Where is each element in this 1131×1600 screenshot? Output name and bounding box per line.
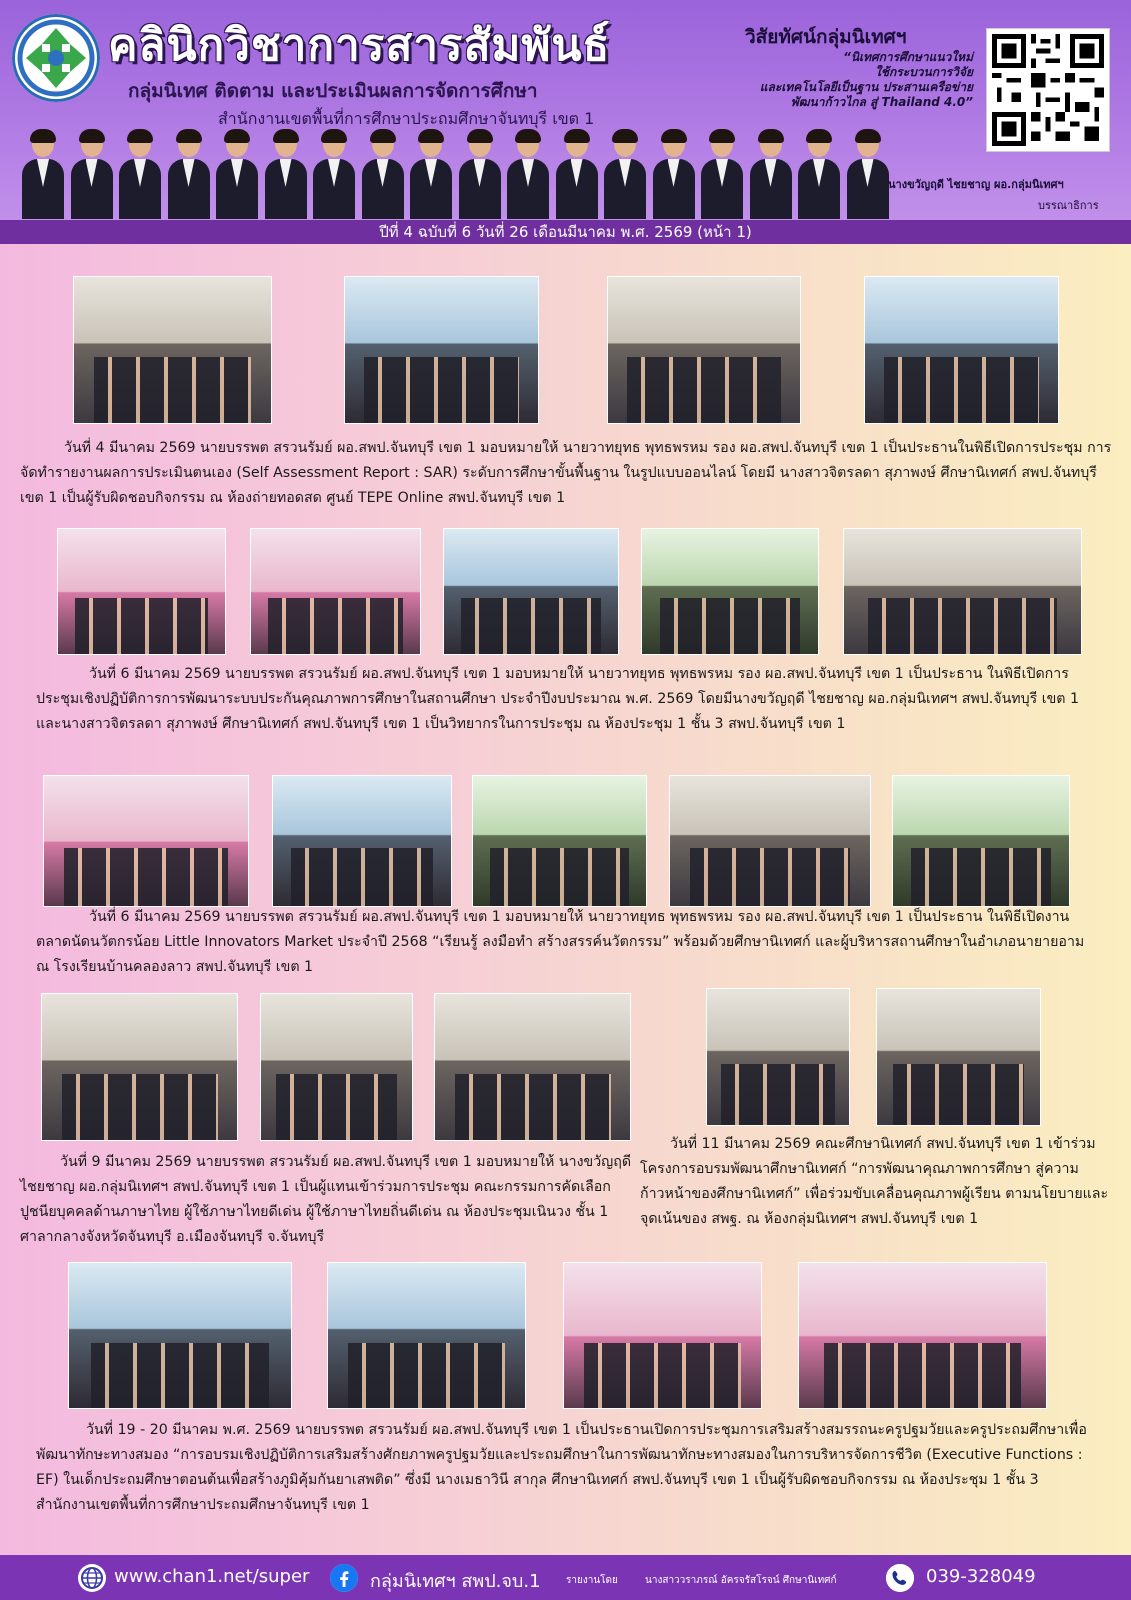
vision-heading: วิสัยทัศน์กลุ่มนิเทศฯ — [745, 26, 907, 48]
team-member — [602, 129, 648, 219]
header-banner — [0, 0, 1131, 220]
team-member — [311, 129, 357, 219]
team-member — [651, 129, 697, 219]
event-photo — [443, 528, 619, 655]
event-photo — [434, 993, 631, 1141]
news-caption-6: วันที่ 19 - 20 มีนาคม พ.ศ. 2569 นายบรรพต สรวนรัมย์ ผอ.สพป.จันทบุรี เขต 1 เป็นประธานเปิดการประชุมการเสริมสร้างสมรรถนะครูปฐมวัยและครูประถมศึกษาเพื่อพัฒนาทักษะทางสมอง “การอบรมเชิงปฏิบัติการเสริมสร้างศักยภาพครูปฐมวัยและประถมศึกษาในการพัฒนาทักษะทางสมองในการบริหารจัดการชีวิต (Executive Functions : EF) ในเด็กประถมศึกษาตอนต้นเพื่อสร้างภูมิคุ้มกันยาเสพติด” ซึ่งมี นางเมธาวินี สากุล ศึกษานิเทศก์ สพป.จันทบุรี เขต 1 เป็นผู้รับผิดชอบกิจกรรม ณ ห้องประชุม 1 ชั้น 3 สำนักงานเขตพื้นที่การศึกษาประถมศึกษาจันทบุรี เขต 1 — [36, 1422, 1087, 1513]
website-link[interactable]: www.chan1.net/super — [114, 1566, 310, 1587]
team-member — [166, 129, 212, 219]
event-photo — [798, 1262, 1047, 1409]
issue-info-bar: ปีที่ 4 ฉบับที่ 6 วันที่ 26 เดือนมีนาคม พ.ศ. 2569 (หน้า 1) — [0, 220, 1131, 244]
event-photo — [864, 276, 1059, 424]
team-member — [20, 129, 66, 219]
qr-code-icon[interactable] — [986, 28, 1110, 152]
event-photo — [68, 1262, 292, 1409]
team-member — [505, 129, 551, 219]
reporter-label: รายงานโดย — [566, 1575, 618, 1586]
event-photo — [272, 775, 452, 907]
event-photo — [260, 993, 413, 1141]
team-member — [408, 129, 454, 219]
event-photo — [843, 528, 1082, 655]
globe-icon — [78, 1564, 106, 1592]
event-photo — [876, 988, 1041, 1126]
news-caption-1: วันที่ 4 มีนาคม 2569 นายบรรพต สรวนรัมย์ ผอ.สพป.จันทบุรี เขต 1 มอบหมายให้ นายวาทยุทธ พุทธพรหม รอง ผอ.สพป.จันทบุรี เขต 1 เป็นประธานในพิธีเปิดการประชุม การจัดทำรายงานผลการประเมินตนเอง (Self Assessment Report : SAR) ระดับการศึกษาขั้นพื้นฐาน ในรูปแบบออนไลน์ โดยมี นางสาวจิตรลดา สุภาพงษ์ ศึกษานิเทศก์ สพป.จันทบุรี เขต 1 เป็นผู้รับผิดชอบกิจกรรม ณ ห้องถ่ายทอดสด ศูนย์ TEPE Online สพป.จันทบุรี เขต 1 — [20, 440, 1112, 506]
team-member — [699, 129, 745, 219]
event-photo — [892, 775, 1070, 907]
team-member — [214, 129, 260, 219]
news-caption-4: วันที่ 9 มีนาคม 2569 นายบรรพต สรวนรัมย์ ผอ.สพป.จันทบุรี เขต 1 มอบหมายให้ นางขวัญฤดี ไชยชาญ ผอ.กลุ่มนิเทศฯ สพป.จันทบุรี เขต 1 เป็นผู้แทนเข้าร่วมการประชุม คณะกรรมการคัดเลือกปูชนียบุคคลด้านภาษาไทย ผู้ใช้ภาษาไทยดีเด่น ผู้ใช้ภาษาไทยถิ่นดีเด่น ณ ห้องประชุมเนินวง ชั้น 1 ศาลากลางจังหวัดจันทบุรี อ.เมืองจันทบุรี จ.จันทบุรี — [20, 1154, 632, 1245]
team-member — [360, 129, 406, 219]
newsletter-title: คลินิกวิชาการสารสัมพันธ์ — [108, 20, 611, 71]
event-photo — [250, 528, 421, 655]
vision-line: และเทคโนโลยีเป็นฐาน ประสานเครือข่าย — [759, 80, 973, 94]
event-photo — [344, 276, 539, 424]
vision-line: พัฒนาก้าวไกล สู่ Thailand 4.0” — [790, 95, 973, 109]
event-photo — [706, 988, 850, 1126]
event-photo — [669, 775, 871, 907]
editor-role: บรรณาธิการ — [1038, 199, 1099, 212]
event-photo — [472, 775, 647, 907]
phone-icon — [886, 1564, 914, 1592]
vision-statement — [673, 50, 973, 110]
news-caption-3: วันที่ 6 มีนาคม 2569 นายบรรพต สรวนรัมย์ ผอ.สพป.จันทบุรี เขต 1 มอบหมายให้ นายวาทยุทธ พุทธพรหม รอง ผอ.สพป.จันทบุรี เขต 1 เป็นประธาน ในพิธีเปิดงานตลาดนัดนวัตกรน้อย Little Innovators Market ประจำปี 2568 “เรียนรู้ ลงมือทำ สร้างสรรค์นวัตกรรม” พร้อมด้วยศึกษานิเทศก์ และผู้บริหารสถานศึกษาในอำเภอนายายอาม ณ โรงเรียนบ้านคลองลาว สพป.จันทบุรี เขต 1 — [36, 909, 1085, 975]
editor-name: นางขวัญฤดี ไชยชาญ ผอ.กลุ่มนิเทศฯ — [888, 178, 1064, 191]
event-photo — [73, 276, 272, 424]
team-member — [748, 129, 794, 219]
team-member — [554, 129, 600, 219]
event-photo — [57, 528, 226, 655]
team-member — [117, 129, 163, 219]
event-photo — [563, 1262, 762, 1409]
phone-number[interactable]: 039-328049 — [926, 1566, 1036, 1587]
footer-bar — [0, 1555, 1131, 1600]
team-member — [457, 129, 503, 219]
office-logo-icon — [12, 14, 100, 102]
team-member — [796, 129, 842, 219]
vision-line: “นิเทศการศึกษาแนวใหม่ — [843, 50, 973, 64]
vision-line: ใช้กระบวนการวิจัย — [875, 65, 973, 79]
team-photo — [20, 127, 890, 219]
news-caption-2: วันที่ 6 มีนาคม 2569 นายบรรพต สรวนรัมย์ ผอ.สพป.จันทบุรี เขต 1 มอบหมายให้ นายวาทยุทธ พุทธพรหม รอง ผอ.สพป.จันทบุรี เขต 1 เป็นประธาน ในพิธีเปิดการประชุมเชิงปฏิบัติการการพัฒนาระบบประกันคุณภาพการศึกษาในสถานศึกษา ประจำปีงบประมาณ พ.ศ. 2569 โดยมีนางขวัญฤดี ไชยชาญ ผอ.กลุ่มนิเทศฯ สพป.จันทบุรี เขต 1 และนางสาวจิตรลดา สุภาพงษ์ ศึกษานิเทศก์ สพป.จันทบุรี เขต 1 เป็นวิทยากรในการประชุม ณ ห้องประชุม 1 ชั้น 3 สพป.จันทบุรี เขต 1 — [36, 666, 1080, 732]
event-photo — [607, 276, 801, 424]
office-name: สำนักงานเขตพื้นที่การศึกษาประถมศึกษาจันทบุรี เขต 1 — [218, 109, 595, 128]
team-member — [845, 129, 891, 219]
team-member — [263, 129, 309, 219]
team-member — [69, 129, 115, 219]
event-photo — [43, 775, 249, 907]
newsletter-subtitle: กลุ่มนิเทศ ติดตาม และประเมินผลการจัดการศึกษา — [128, 80, 538, 102]
event-photo — [327, 1262, 526, 1409]
event-photo — [641, 528, 819, 655]
event-photo — [41, 993, 238, 1141]
facebook-page-link[interactable]: กลุ่มนิเทศฯ สพป.จบ.1 — [370, 1571, 541, 1592]
reporter-name: นางสาววราภรณ์ อัครจรัสโรจน์ ศึกษานิเทศก์ — [645, 1575, 837, 1586]
facebook-icon — [330, 1564, 358, 1592]
news-caption-5: วันที่ 11 มีนาคม 2569 คณะศึกษานิเทศก์ สพป.จันทบุรี เขต 1 เข้าร่วม โครงการอบรมพัฒนาศึกษานิเทศก์ “การพัฒนาคุณภาพการศึกษา สู่ความก้าวหน้าของศึกษานิเทศก์” เพื่อร่วมขับเคลื่อนคุณภาพผู้เรียน ตามนโยบายและจุดเน้นของ สพฐ. ณ ห้องกลุ่มนิเทศฯ สพป.จันทบุรี เขต 1 — [640, 1136, 1109, 1227]
